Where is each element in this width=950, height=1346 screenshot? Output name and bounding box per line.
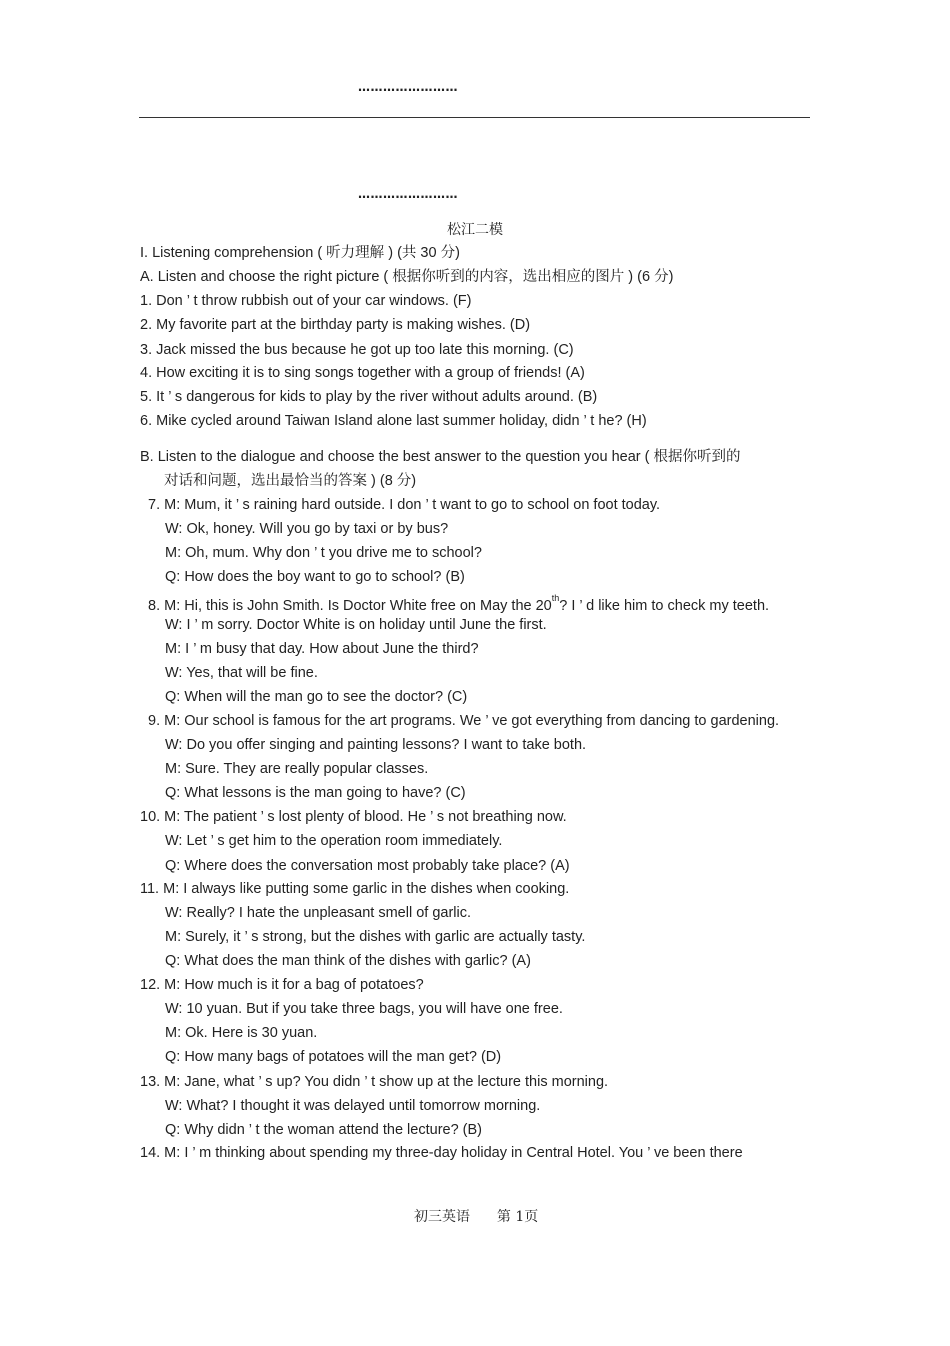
dialogue-line: W: Ok, honey. Will you go by taxi or by bus? (165, 521, 449, 537)
dialogue-line: W: I ’ m sorry. Doctor White is on holiday until June the first. (165, 617, 547, 633)
part-a-item: 2. My favorite part at the birthday party is making wishes. (D) (140, 317, 531, 333)
dialogue-line: M: Sure. They are really popular classes. (165, 761, 429, 777)
dialogue-line: 7. M: Mum, it ’ s raining hard outside. I don ’ t want to go to school on foot today. (148, 497, 661, 513)
dialogue-line: 10. M: The patient ’ s lost plenty of blood. He ’ s not breathing now. (140, 809, 567, 825)
part-b-heading-cont: 对话和问题，选出最恰当的答案 ) (8 分) (164, 473, 417, 489)
dialogue-line: Q: How many bags of potatoes will the man get? (D) (165, 1049, 502, 1065)
part-a-heading: A. Listen and choose the right picture ( 根据你听到的内容，选出相应的图片 ) (6 分) (140, 269, 674, 285)
section-heading: I. Listening comprehension ( 听力理解 ) (共 30 分) (140, 245, 460, 261)
dialogue-line: Q: When will the man go to see the doctor? (C) (165, 689, 468, 705)
part-a-item: 1. Don ’ t throw rubbish out of your car windows. (F) (140, 293, 472, 309)
page-footer (414, 1206, 538, 1226)
part-a-item: 5. It ’ s dangerous for kids to play by the river without adults around. (B) (140, 389, 598, 405)
dialogue-line: Q: Where does the conversation most probably take place? (A) (165, 858, 570, 874)
dialogue-line: W: 10 yuan. But if you take three bags, you will have one free. (165, 1001, 563, 1017)
dialogue-line: Q: What does the man think of the dishes with garlic? (A) (165, 953, 531, 969)
dialogue-line: Q: What lessons is the man going to have? (C) (165, 785, 466, 801)
dialogue-line: 12. M: How much is it for a bag of potatoes? (140, 977, 424, 993)
dialogue-line: W: Let ’ s get him to the operation room immediately. (165, 833, 503, 849)
footer-page-number: 第 1页 (496, 1209, 539, 1225)
item8-text: 8. M: Hi, this is John Smith. Is Doctor White free on May the 20 (148, 597, 552, 614)
part-a-item: 3. Jack missed the bus because he got up too late this morning. (C) (140, 342, 574, 358)
part-b-heading: B. Listen to the dialogue and choose the best answer to the question you hear ( 根据你听到的 (140, 449, 741, 465)
part-a-item: 6. Mike cycled around Taiwan Island alone last summer holiday, didn ’ t he? (H) (140, 413, 647, 429)
dialogue-line: W: Yes, that will be fine. (165, 665, 318, 681)
page-title: 松江二模 (447, 222, 503, 238)
dialogue-line: W: Really? I hate the unpleasant smell of garlic. (165, 905, 472, 921)
item8-tail: ? I ’ d like him to check my teeth. (559, 597, 770, 614)
dialogue-line: 14. M: I ’ m thinking about spending my three-day holiday in Central Hotel. You ’ ve been there (140, 1145, 743, 1161)
part-a-item: 4. How exciting it is to sing songs together with a group of friends! (A) (140, 365, 585, 381)
dialogue-line: 11. M: I always like putting some garlic in the dishes when cooking. (140, 881, 570, 897)
dialogue-line: Q: How does the boy want to go to school? (B) (165, 569, 465, 585)
header-dots-bottom: …………………… (358, 187, 458, 201)
dialogue-line: M: Oh, mum. Why don ’ t you drive me to school? (165, 545, 482, 561)
dialogue-line: M: I ’ m busy that day. How about June the third? (165, 641, 479, 657)
dialogue-line: W: What? I thought it was delayed until tomorrow morning. (165, 1098, 541, 1114)
dialogue-line: Q: Why didn ’ t the woman attend the lecture? (B) (165, 1122, 483, 1138)
dialogue-line: W: Do you offer singing and painting lessons? I want to take both. (165, 737, 587, 753)
dialogue-line: 9. M: Our school is famous for the art programs. We ’ ve got everything from dancing to gardening. (148, 713, 780, 729)
dialogue-line-item8 (148, 592, 769, 615)
dialogue-line: M: Surely, it ’ s strong, but the dishes with garlic are actually tasty. (165, 929, 586, 945)
header-rule (139, 117, 810, 118)
dialogue-line: M: Ok. Here is 30 yuan. (165, 1025, 318, 1041)
footer-subject: 初三英语 (414, 1209, 470, 1225)
item8-superscript: th (551, 593, 560, 603)
dialogue-line: 13. M: Jane, what ’ s up? You didn ’ t show up at the lecture this morning. (140, 1074, 609, 1090)
header-dots-top: …………………… (358, 80, 458, 94)
